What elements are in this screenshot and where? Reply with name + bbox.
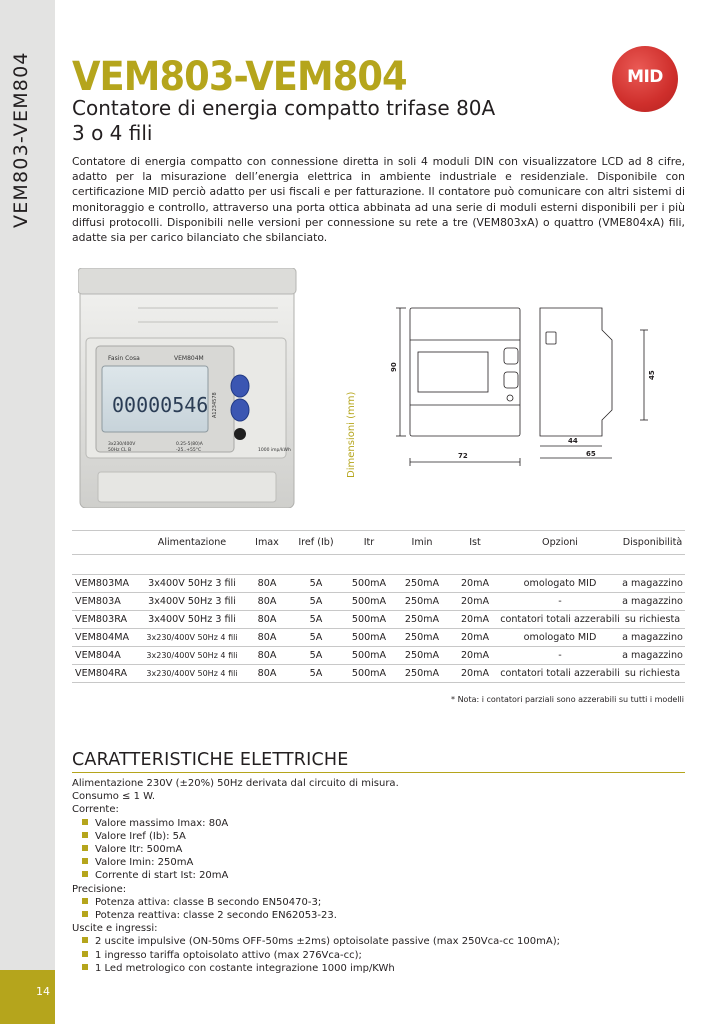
spec-bullet-item: [72, 869, 685, 882]
bullet-square-icon: [82, 845, 88, 851]
spec-line: Consumo ≤ 1 W.: [72, 791, 156, 803]
section-title-electrical: CARATTERISTICHE ELETTRICHE: [72, 750, 685, 773]
spec-bullet-text: Valore Iref (Ib): 5A: [95, 830, 186, 842]
device-spec-temperature: -25..+55°C: [176, 448, 202, 453]
table-cell: 3x400V 50Hz 3 fili: [138, 593, 246, 611]
table-cell: a magazzino: [620, 593, 685, 611]
table-cell: omologato MID: [500, 575, 620, 593]
spec-line: Precisione:: [72, 883, 127, 895]
table-cell: a magazzino: [620, 575, 685, 593]
table-header-power: Alimentazione: [138, 531, 246, 555]
intro-paragraph: Contatore di energia compatto con connessione diretta in soli 4 moduli DIN con visualizzatore LCD ad 8 cifre, adatto per la misurazione dell’energia elettrica in ambiente industriale e residenziale. Disponibile con certificazione MID perciò adatto per usi fiscali e per fatturazione. Il contatore può comunicare con altri sistemi di monitoraggio e controllo, attraverso una porta ottica abbinata ad una serie di moduli esterni disponibili per i più diffusi protocolli. Disponibili nelle versioni per connessione su rete a tre (VEM803xA) o quattro (VME804xA) fili, adatte sia per carico bilanciato che sbilanciato.: [72, 155, 685, 245]
device-model: VEM804M: [174, 355, 204, 362]
table-header-ist: Ist: [450, 531, 500, 555]
energy-meter-illustration: [78, 268, 310, 508]
spec-bullet-item: [72, 856, 685, 869]
table-cell: 250mA: [394, 647, 450, 665]
table-cell: 80A: [246, 647, 288, 665]
table-cell: VEM803MA: [72, 575, 138, 593]
device-spec-voltage: 3x230/400V: [108, 442, 136, 447]
table-row: [72, 575, 685, 593]
table-cell: su richiesta: [620, 665, 685, 683]
spec-bullet-item: [72, 935, 685, 948]
table-row: [72, 665, 685, 683]
table-cell: 20mA: [450, 575, 500, 593]
sidebar-title: VEM803-VEM804: [10, 51, 32, 228]
table-cell: 80A: [246, 629, 288, 647]
table-cell: 5A: [288, 647, 344, 665]
table-cell: 500mA: [344, 647, 394, 665]
table-cell: 500mA: [344, 629, 394, 647]
bullet-square-icon: [82, 819, 88, 825]
table-cell: 250mA: [394, 575, 450, 593]
bullet-square-icon: [82, 911, 88, 917]
table-body: [72, 555, 685, 683]
spec-bullet-item: [72, 949, 685, 962]
table-cell: 5A: [288, 665, 344, 683]
table-cell: 5A: [288, 593, 344, 611]
spec-bullet-text: Valore massimo Imax: 80A: [95, 817, 229, 829]
table-cell: 500mA: [344, 575, 394, 593]
spec-bullet-item: [72, 962, 685, 975]
table-cell: 250mA: [394, 629, 450, 647]
spec-bullet-text: Valore Imin: 250mA: [95, 857, 194, 869]
table-cell: 5A: [288, 575, 344, 593]
table-header-availability: Disponibilità: [620, 531, 685, 555]
table-cell: 80A: [246, 575, 288, 593]
table-cell: 80A: [246, 611, 288, 629]
table-header-itr: Itr: [344, 531, 394, 555]
table-cell: 3x230/400V 50Hz 4 fili: [138, 647, 246, 665]
table-header-iref: Iref (Ib): [288, 531, 344, 555]
bullet-square-icon: [82, 937, 88, 943]
spec-line: Uscite e ingressi:: [72, 923, 158, 935]
bullet-square-icon: [82, 871, 88, 877]
subtitle-line-1: Contatore di energia compatto trifase 80A: [72, 96, 496, 120]
table-header-imin: Imin: [394, 531, 450, 555]
table-cell: 5A: [288, 629, 344, 647]
table-cell: 20mA: [450, 647, 500, 665]
table-note: * Nota: i contatori parziali sono azzerabili su tutti i modelli: [451, 695, 684, 704]
spec-bullet-text: 1 Led metrologico con costante integrazione 1000 imp/KWh: [95, 962, 395, 974]
table-cell: 20mA: [450, 593, 500, 611]
table-cell: a magazzino: [620, 629, 685, 647]
table-cell: a magazzino: [620, 647, 685, 665]
table-cell: 20mA: [450, 665, 500, 683]
table-cell: VEM803A: [72, 593, 138, 611]
table-cell: contatori totali azzerabili: [500, 665, 620, 683]
table-cell: 500mA: [344, 611, 394, 629]
spec-bullet-item: [72, 817, 685, 830]
bullet-square-icon: [82, 898, 88, 904]
page-title: VEM803-VEM804: [72, 54, 407, 100]
spec-line: Corrente:: [72, 804, 119, 816]
table-row: [72, 647, 685, 665]
bullet-square-icon: [82, 832, 88, 838]
table-cell: VEM804A: [72, 647, 138, 665]
table-row: [72, 611, 685, 629]
table-cell: 80A: [246, 593, 288, 611]
dim-height-value: 90: [390, 362, 398, 372]
spec-bullet-item: [72, 909, 685, 922]
mid-badge: [612, 46, 678, 112]
spec-bullet-item: [72, 830, 685, 843]
table-cell: 20mA: [450, 629, 500, 647]
table-spacer: [72, 555, 685, 575]
electrical-spec-list: [72, 777, 685, 975]
table-cell: 3x230/400V 50Hz 4 fili: [138, 665, 246, 683]
bullet-square-icon: [82, 964, 88, 970]
device-spec-frequency: 50Hz CL B: [108, 448, 132, 453]
table-cell: 250mA: [394, 611, 450, 629]
table-cell: 250mA: [394, 665, 450, 683]
model-table: [72, 530, 685, 683]
bullet-square-icon: [82, 951, 88, 957]
table-cell: 500mA: [344, 593, 394, 611]
bullet-square-icon: [82, 858, 88, 864]
dim-side-height-value: 45: [648, 370, 656, 380]
device-code: A1234578: [212, 392, 218, 418]
table-cell: 20mA: [450, 611, 500, 629]
spec-bullet-item: [72, 843, 685, 856]
table-cell: -: [500, 647, 620, 665]
table-cell: VEM804RA: [72, 665, 138, 683]
spec-bullet-text: Valore Itr: 500mA: [95, 844, 183, 856]
dim-side-width-value: 65: [586, 450, 596, 458]
dimension-drawing: [350, 300, 690, 490]
dim-width-value: 72: [458, 452, 468, 460]
spec-bullet-text: Corrente di start Ist: 20mA: [95, 870, 229, 882]
table-cell: 250mA: [394, 593, 450, 611]
dim-side-inner-value: 44: [568, 437, 578, 445]
sidebar: [0, 0, 55, 1024]
page-number-box: [0, 970, 55, 1024]
table-cell: VEM803RA: [72, 611, 138, 629]
spec-bullet-item: [72, 896, 685, 909]
table-cell: 5A: [288, 611, 344, 629]
table-cell: 3x400V 50Hz 3 fili: [138, 575, 246, 593]
device-impulse-constant: 1000 imp/kWh: [258, 448, 291, 453]
device-lcd-value: 00000546: [112, 393, 209, 417]
subtitle-line-2: 3 o 4 fili: [72, 121, 153, 145]
spec-bullet-text: Potenza attiva: classe B secondo EN50470-3;: [95, 896, 322, 908]
spec-line: Alimentazione 230V (±20%) 50Hz derivata dal circuito di misura.: [72, 778, 399, 789]
table-cell: 500mA: [344, 665, 394, 683]
device-spec-current: 0.25-5(80)A: [176, 442, 203, 447]
page-number: 14: [36, 985, 50, 998]
table-row: [72, 629, 685, 647]
table-cell: su richiesta: [620, 611, 685, 629]
device-brand: Fasin Cosa: [108, 355, 140, 362]
table-cell: contatori totali azzerabili: [500, 611, 620, 629]
mid-badge-label: MID: [627, 67, 663, 87]
table-cell: 80A: [246, 665, 288, 683]
spec-bullet-text: 2 uscite impulsive (ON-50ms OFF-50ms ±2ms) optoisolate passive (max 250Vca-cc 100mA);: [95, 936, 560, 948]
dimension-label: Dimensioni (mm): [346, 391, 357, 478]
table-cell: 3x400V 50Hz 3 fili: [138, 611, 246, 629]
spec-bullet-text: 1 ingresso tariffa optoisolato attivo (max 276Vca-cc);: [95, 949, 362, 961]
table-header-row: [72, 531, 685, 555]
table-header-model: [72, 531, 138, 555]
table-cell: VEM804MA: [72, 629, 138, 647]
table-cell: -: [500, 593, 620, 611]
page-subtitle: [72, 96, 572, 146]
spec-bullet-text: Potenza reattiva: classe 2 secondo EN62053-23.: [95, 910, 337, 922]
table-header-options: Opzioni: [500, 531, 620, 555]
table-header-imax: Imax: [246, 531, 288, 555]
table-cell: 3x230/400V 50Hz 4 fili: [138, 629, 246, 647]
table-row: [72, 593, 685, 611]
table-cell: omologato MID: [500, 629, 620, 647]
